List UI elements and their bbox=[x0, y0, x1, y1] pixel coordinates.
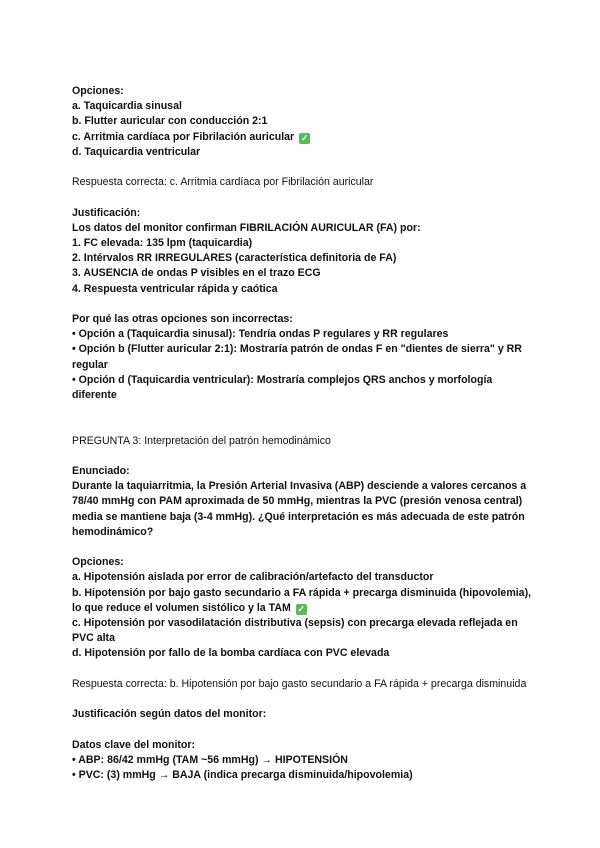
why-item: • Opción b (Flutter auricular 2:1): Mostraría patrón de ondas F en "dientes de sierra" y RR regular bbox=[72, 343, 522, 371]
option-b: b. Flutter auricular con conducción 2:1 bbox=[72, 115, 268, 128]
statement-heading: Enunciado: bbox=[72, 464, 130, 477]
question-3-title: PREGUNTA 3: Interpretación del patrón hemodinámico bbox=[72, 434, 331, 447]
option-c-text: c. Arritmia cardíaca por Fibrilación auricular bbox=[72, 130, 295, 143]
option-c bbox=[72, 130, 532, 145]
justification-item: 4. Respuesta ventricular rápida y caótica bbox=[72, 282, 278, 295]
option-b-text: b. Hipotensión por bajo gasto secundario a FA rápida + precarga disminuida (hipovolemia), lo que reduce el volumen sistólico y la TAM bbox=[72, 586, 532, 614]
check-mark-icon: ✓ bbox=[300, 132, 309, 143]
justification-heading: Justificación: bbox=[72, 206, 141, 219]
why-heading: Por qué las otras opciones son incorrectas: bbox=[72, 313, 293, 325]
justification-item: 1. FC elevada: 135 lpm (taquicardia) bbox=[72, 237, 253, 249]
correct-answer: Respuesta correcta: c. Arritmia cardíaca por Fibrilación auricular bbox=[72, 176, 374, 189]
document-page bbox=[72, 84, 532, 783]
check-mark-icon: ✓ bbox=[297, 603, 306, 614]
option-c: c. Hipotensión por vasodilatación distributiva (sepsis) con precarga elevada reflejada en PVC alta bbox=[72, 617, 518, 645]
justification-item: 3. AUSENCIA de ondas P visibles en el trazo ECG bbox=[72, 267, 321, 280]
options-heading: Opciones: bbox=[72, 556, 124, 569]
justification-item: 2. Intérvalos RR IRREGULARES (característica definitoria de FA) bbox=[72, 252, 397, 265]
justification-intro: Los datos del monitor confirman FIBRILACIÓN AURICULAR (FA) por: bbox=[72, 221, 421, 234]
key-data-item: • PVC: (3) mmHg → BAJA (indica precarga disminuida/hipovolemia) bbox=[72, 768, 413, 781]
option-b bbox=[72, 586, 532, 616]
why-item: • Opción a (Taquicardia sinusal): Tendría ondas P regulares y RR regulares bbox=[72, 328, 449, 341]
option-a: a. Hipotensión aislada por error de calibración/artefacto del transductor bbox=[72, 571, 434, 584]
justification-heading: Justificación según datos del monitor: bbox=[72, 708, 267, 721]
key-data-heading: Datos clave del monitor: bbox=[72, 738, 196, 751]
option-a: a. Taquicardia sinusal bbox=[72, 100, 182, 113]
option-d: d. Hipotensión por fallo de la bomba cardíaca con PVC elevada bbox=[72, 647, 390, 660]
why-item: • Opción d (Taquicardia ventricular): Mostraría complejos QRS anchos y morfología diferente bbox=[72, 373, 493, 402]
statement-text: Durante la taquiarritmia, la Presión Arterial Invasiva (ABP) desciende a valores cercanos a 78/40 mmHg con PAM aproximada de 50 mmHg, mientras la PVC (presión venosa central) media se mantiene baja (3-4 mmHg). ¿Qué interpretación es más adecuada de este patrón hemodinámico? bbox=[72, 480, 527, 538]
options-heading: Opciones: bbox=[72, 85, 124, 97]
key-data-item: • ABP: 86/42 mmHg (TAM ~56 mmHg) → HIPOTENSIÓN bbox=[72, 753, 348, 766]
correct-answer: Respuesta correcta: b. Hipotensión por bajo gasto secundario a FA rápida + precarga disminuida bbox=[72, 677, 527, 690]
option-d: d. Taquicardia ventricular bbox=[72, 145, 201, 158]
